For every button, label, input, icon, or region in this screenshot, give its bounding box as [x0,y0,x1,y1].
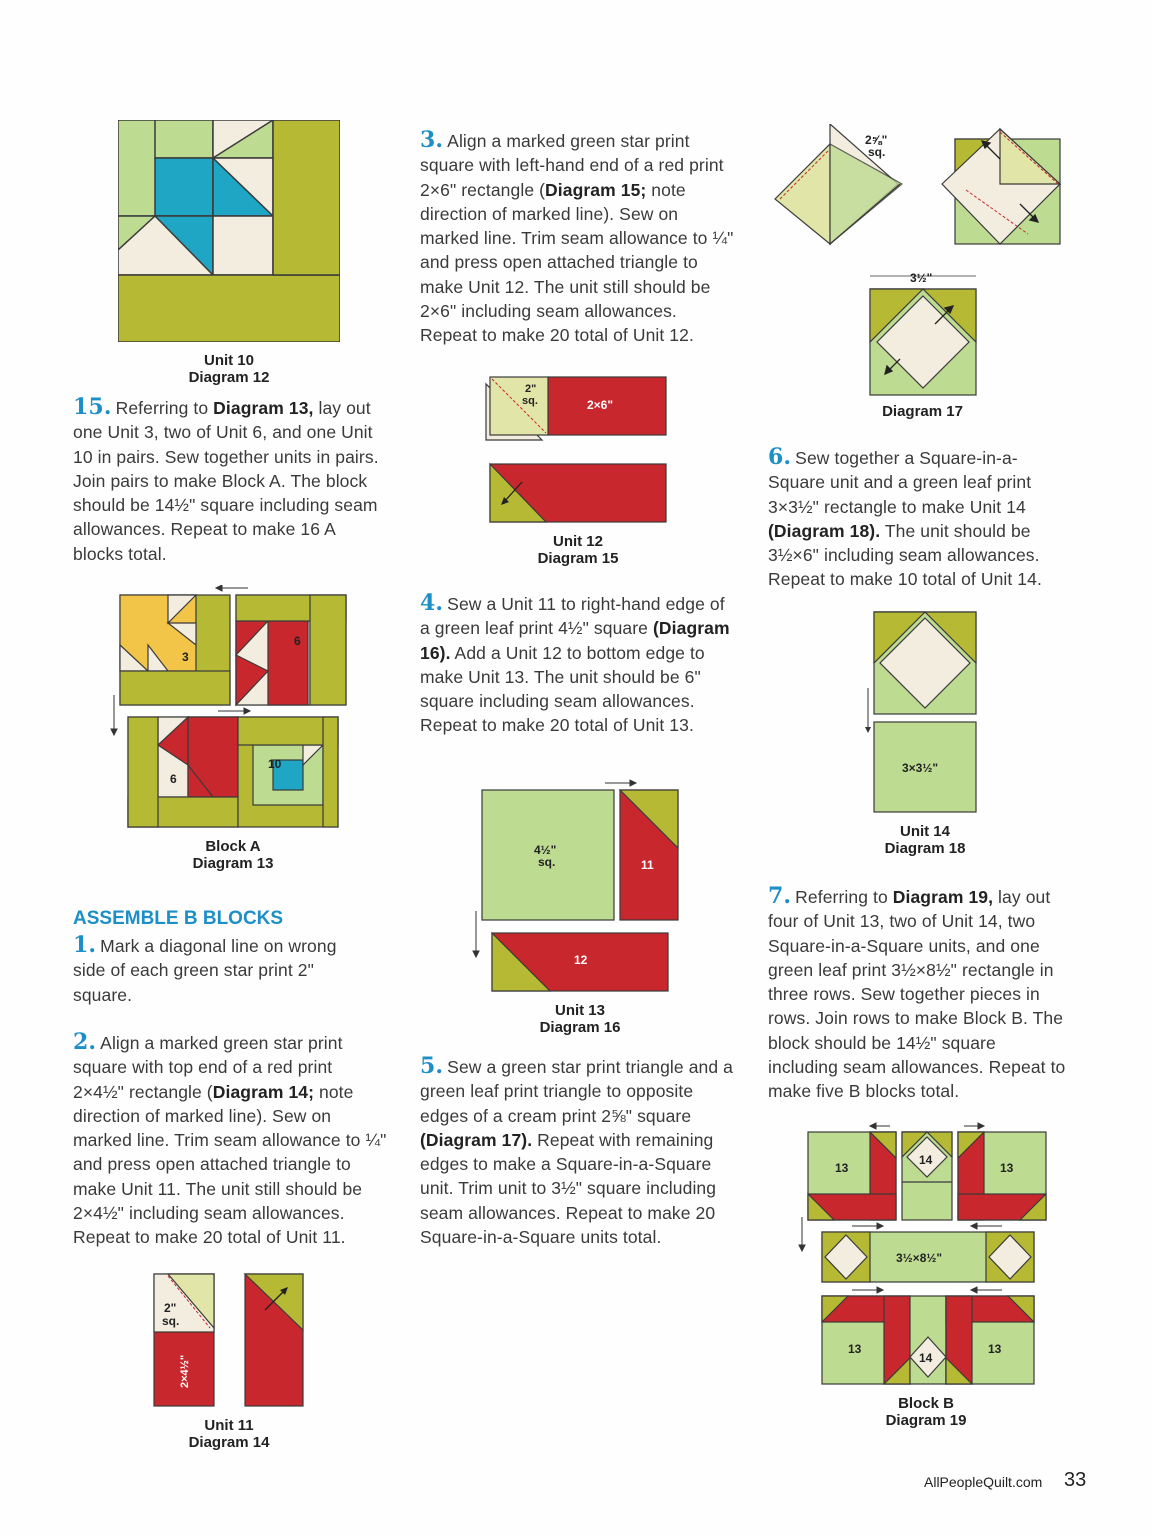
diagram-17-caption [820,403,1025,420]
unit-13-label: 13 [848,1342,862,1356]
unit-3-label: 3 [182,650,189,664]
unit-label: Unit 11 [204,1417,254,1434]
diagram-13-caption [118,838,348,872]
square-size-label: 2⅝" [865,133,888,147]
footer-website: AllPeopleQuilt.com [924,1474,1043,1490]
step-number: 3. [420,127,444,153]
diagram-reference: Diagram 15; [545,179,647,200]
unit-label: Block B [898,1395,954,1412]
step-text: Align a marked green star print square with top end of a red print 2×4½" rectangle ( [73,1033,343,1102]
rectangle-size-label: 2×4½" [179,1354,191,1388]
diagram-reference: (Diagram 17). [420,1129,533,1150]
step-text: note direction of marked line). Sew on marked line. Trim seam allowance to ¼" and press open attached triangle to make Unit 12. The unit still should be 2×6" including seam allowances. Repeat to make 20 total of Unit 12. [420,179,734,346]
step-text: Align a marked green star print square with left-hand end of a red print 2×6" rectangle ( [420,131,724,200]
step-7 [768,884,1068,1104]
diagram-12-unit-10 [118,120,340,342]
step-text: Referring to [795,887,893,907]
step-number: 6. [768,444,792,470]
diagram-19-caption [826,1395,1026,1429]
step-number: 15. [73,394,112,420]
unit-label: Unit 12 [552,533,603,550]
diagram-label: Diagram 13 [192,855,274,872]
step-number: 4. [420,590,444,616]
diagram-12-caption [118,352,340,386]
diagram-label: Diagram 17 [882,403,963,420]
dimension-label: 3½" [910,271,933,285]
diagram-reference: (Diagram 16). [420,618,730,663]
diagram-14-unit-11 [150,1270,310,1410]
step-text: Sew a Unit 11 to right-hand edge of a green leaf print 4½" square [420,594,725,639]
rectangle-size-label: 2×6" [587,398,614,412]
diagram-19-block-b [792,1122,1054,1390]
diagram-17-square-in-a-square [770,124,1080,404]
step-text: lay out one Unit 3, two of Unit 6, and one Unit 10 in pairs. Sew together units in pairs. Join pairs to make Block A. The block should be 14½" square including seam allowances. Repeat to make 16 A blocks total. [73,398,379,564]
step-text: lay out four of Unit 13, two of Unit 14, two Square-in-a-Square units, and one green leaf print 3½×8½" rectangle in three rows. Sew together pieces in rows. Join rows to make Block B. The block should be 14½" square including seam allowances. Repeat to make five B blocks total. [768,887,1066,1102]
diagram-15-unit-12 [482,372,672,528]
diagram-16-caption [470,1002,690,1036]
diagram-15-caption [468,533,688,567]
square-size-label: sq. [522,395,538,407]
rectangle-size-label: 3½×8½" [896,1251,943,1265]
step-15 [73,395,388,566]
unit-label: Block A [205,838,261,855]
square-size-label: sq. [538,855,556,869]
diagram-18-caption [825,823,1025,857]
diagram-reference: Diagram 13, [213,398,314,418]
unit-label: Unit 14 [899,823,950,840]
unit-14-label: 14 [919,1153,933,1167]
diagram-reference: (Diagram 18). [768,520,881,541]
step-6 [768,445,1068,592]
unit-13-label: 13 [835,1161,849,1175]
step-number: 7. [768,883,792,909]
step-number: 2. [73,1029,97,1055]
rectangle-size-label: 3×3½" [902,761,939,775]
diagram-label: Diagram 19 [885,1412,967,1429]
step-text: Sew together a Square-in-a-Square unit and a green leaf print 3×3½" rectangle to make Unit 14 [768,448,1032,517]
step-4 [420,591,735,738]
unit-6-label: 6 [294,634,301,648]
step-5 [420,1054,735,1249]
unit-11-label: 11 [641,858,654,872]
step-text: The unit should be 3½×6" including seam allowances. Repeat to make 10 total of Unit 14. [768,520,1042,590]
step-3 [420,128,735,348]
step-2 [73,1030,388,1250]
diagram-label: Diagram 12 [188,369,270,386]
step-text: Referring to [115,398,214,418]
unit-6-label: 6 [170,772,177,786]
step-text: Add a Unit 12 to bottom edge to make Unit 13. The unit should be 6" square including seam allowances. Repeat to make 20 total of Unit 13. [420,642,705,736]
diagram-13-block-a [108,585,353,830]
square-size-label: 2" [525,383,537,395]
step-number: 1. [73,932,97,958]
diagram-label: Diagram 14 [188,1434,270,1451]
step-text: Mark a diagonal line on wrong side of each green star print 2" square. [73,936,337,1005]
step-text: Repeat with remaining edges to make a Square-in-a-Square unit. Trim unit to 3½" square including seam allowances. Repeat to make 20 Square-in-a-Square units total. [420,1129,717,1248]
unit-13-label: 13 [988,1342,1002,1356]
page-number: 33 [1064,1469,1087,1491]
section-heading: ASSEMBLE B BLOCKS [73,908,284,929]
step-text: note direction of marked line). Sew on marked line. Trim seam allowance to ¼" and press open attached triangle to make Unit 11. The unit still should be 2×4½" including seam allowances. Repeat to make 20 total of Unit 11. [73,1081,387,1248]
step-text: Sew a green star print triangle and a green leaf print triangle to opposite edges of a cream print 2⅝" square [420,1057,733,1126]
diagram-14-caption [118,1417,340,1451]
unit-13-label: 13 [1000,1161,1014,1175]
unit-12-label: 12 [574,953,588,967]
diagram-18-unit-14 [860,608,985,818]
diagram-reference: Diagram 19, [892,887,994,907]
step-1 [73,933,373,1007]
diagram-16-unit-13 [470,776,685,998]
diagram-label: Diagram 18 [884,840,966,857]
diagram-label: Diagram 16 [539,1019,621,1036]
square-size-label: sq. [868,145,886,159]
square-size-label: 4½" [534,843,557,857]
unit-10-label: 10 [268,757,282,771]
diagram-reference: Diagram 14; [212,1081,315,1102]
step-number: 5. [420,1053,444,1079]
unit-label: Unit 10 [203,352,254,369]
square-size-label: 2" [164,1301,177,1315]
unit-label: Unit 13 [554,1002,605,1019]
square-size-label: sq. [162,1314,180,1328]
diagram-label: Diagram 15 [537,550,619,567]
unit-14-label: 14 [919,1351,933,1365]
